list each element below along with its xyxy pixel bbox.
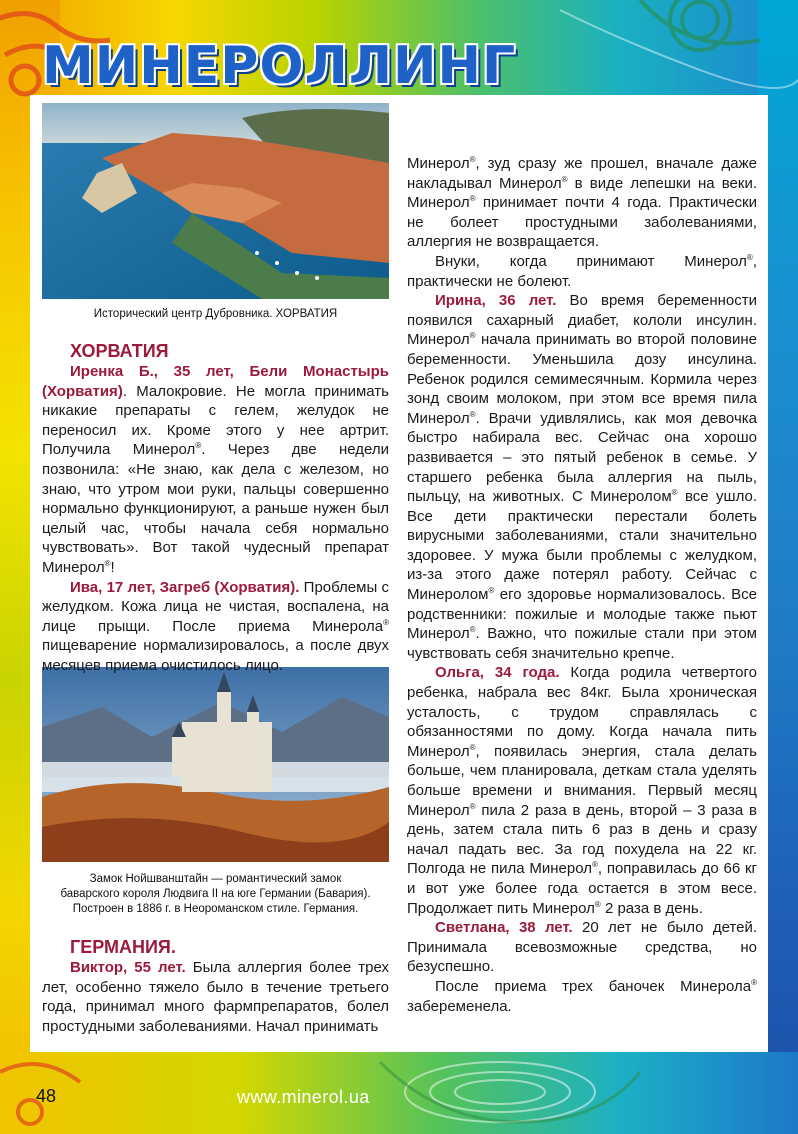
page-title: МИНЕРОЛЛИНГ [42,36,517,96]
left-column-bottom [42,936,389,1036]
testimonial-svetlana: Светлана, 38 лет. 20 лет не было детей. Принимала всевозможные средства, но безуспешно. [407,919,758,976]
testimonial-olga: Ольга, 34 года. Когда родила четвертого ребенка, набрала вес 84кг. Была хроническая усталость, с трудом справлялась с обязанностями по дому. Когда начала пить Минерол®, появилась энергия, стала делать больше, чем планировала, деткам стала уделять больше времени и внимания. Первый месяц Минерол® пила 2 раза в день, второй – 3 раза в день, затем стала пить 6 раз в день и сразу начал падать вес. За год похудела на 22 кг. Полгода не пила Минерол®, поправилась до 66 кг и вот уже более года остается в этом весе. Продолжает пить Минерол® 2 раза в день. [407,664,757,917]
testimonial-viktor-grandchildren: Внуки, когда принимают Минерол®, практически не болеют. [407,252,757,290]
right-column [407,154,757,1016]
castle-photo [42,667,389,862]
dubrovnik-caption [42,307,389,322]
author-name: Ольга, 34 года. [435,664,560,682]
author-name: Виктор, 55 лет. [70,959,186,976]
tribal-ornament-bottom [0,1052,798,1134]
author-name: Ирина, 36 лет. [435,292,557,310]
author-name: Ива, 17 лет, Загреб (Хорватия). [70,578,300,596]
author-name: Светлана, 38 лет. [435,919,573,937]
castle-caption [42,872,389,917]
testimonial-irina: Ирина, 36 лет. Во время беременности появился сахарный диабет, кололи инсулин. Минерол® начала принимать во второй половине беременности. Уменьшила дозу инсулина. Ребенок родился семимесячным. Кормила через зонд своим молоком, при этом все время пила Минерол®. Врачи удивлялись, как моя девочка быстро набирала вес. Сейчас она хорошо развивается – это пятый ребенок в семье. У старшего ребенка была аллергия на пыль, пыльцу, на животных. С Минеролом® все ушло. Все дети практически перестали болеть вирусными заболеваниями, стали значительно здоровее. У мужа были проблемы с желудком, из-за этого даже потерял работу. Сейчас с Минеролом® его здоровье нормализовалось. Все родственники: пожилые и молодые также пьют Минерол®. Важно, что пожилые стали при этом чувствовать себя значительно крепче. [407,292,757,662]
left-column-top [42,340,389,676]
website-link[interactable]: www.minerol.ua [237,1087,370,1107]
croatia-heading: ХОРВАТИЯ [70,341,169,361]
testimonial-irenka: Иренка Б., 35 лет, Бели Монастырь (Хорватия). Малокровие. Не могла принимать никакие препараты с гелем, желудок не переносил их. Кроме этого у нее артрит. Получила Минерол®. Через две недели позвонила: «Не знаю, как дела с железом, но знаю, что утром мои руки, пальцы совершенно нормально функционируют, а раньше нужен был целый час, чтобы начала себя нормально чувствовать». Вот такой чудесный препарат Минерол®! [42,363,389,576]
caption-line: Построен в 1886 г. в Неороманском стиле. Германия. [72,903,359,915]
testimonial-iva: Ива, 17 лет, Загреб (Хорватия). Проблемы с желудком. Кожа лица не чистая, воспалена, на лице прыщи. После приема Минерола® пищеварение нормализировалось, а после двух месяцев приема очистилось лицо. [42,578,389,674]
testimonial-svetlana-cont: После приема трех баночек Минерола® забеременела. [407,977,757,1015]
caption-line: баварского короля Людвига II на юге Германии (Бавария). [60,888,371,900]
author-name: Иренка Б., 35 лет, Бели Монастырь (Хорватия) [42,363,389,400]
caption-line: Замок Нойшванштайн — романтический замок [89,873,342,885]
dubrovnik-photo [42,103,389,299]
germany-heading: ГЕРМАНИЯ. [70,937,176,957]
testimonial-viktor: Виктор, 55 лет. Была аллергия более трех лет, особенно тяжело было в течение третьего года, принимал много фармпрепаратов, болел простудными заболеваниями. Начал принимать [42,959,389,1035]
caption-line: Исторический центр Дубровника. ХОРВАТИЯ [93,308,338,320]
testimonial-viktor-cont: Минерол®, зуд сразу же прошел, вначале даже накладывал Минерол® в виде лепешки на веки. Минерол® принимает почти 4 года. Практически не болеет простудными заболеваниями, аллергия не возвращается. [407,155,757,251]
page-number: 48 [36,1086,57,1106]
